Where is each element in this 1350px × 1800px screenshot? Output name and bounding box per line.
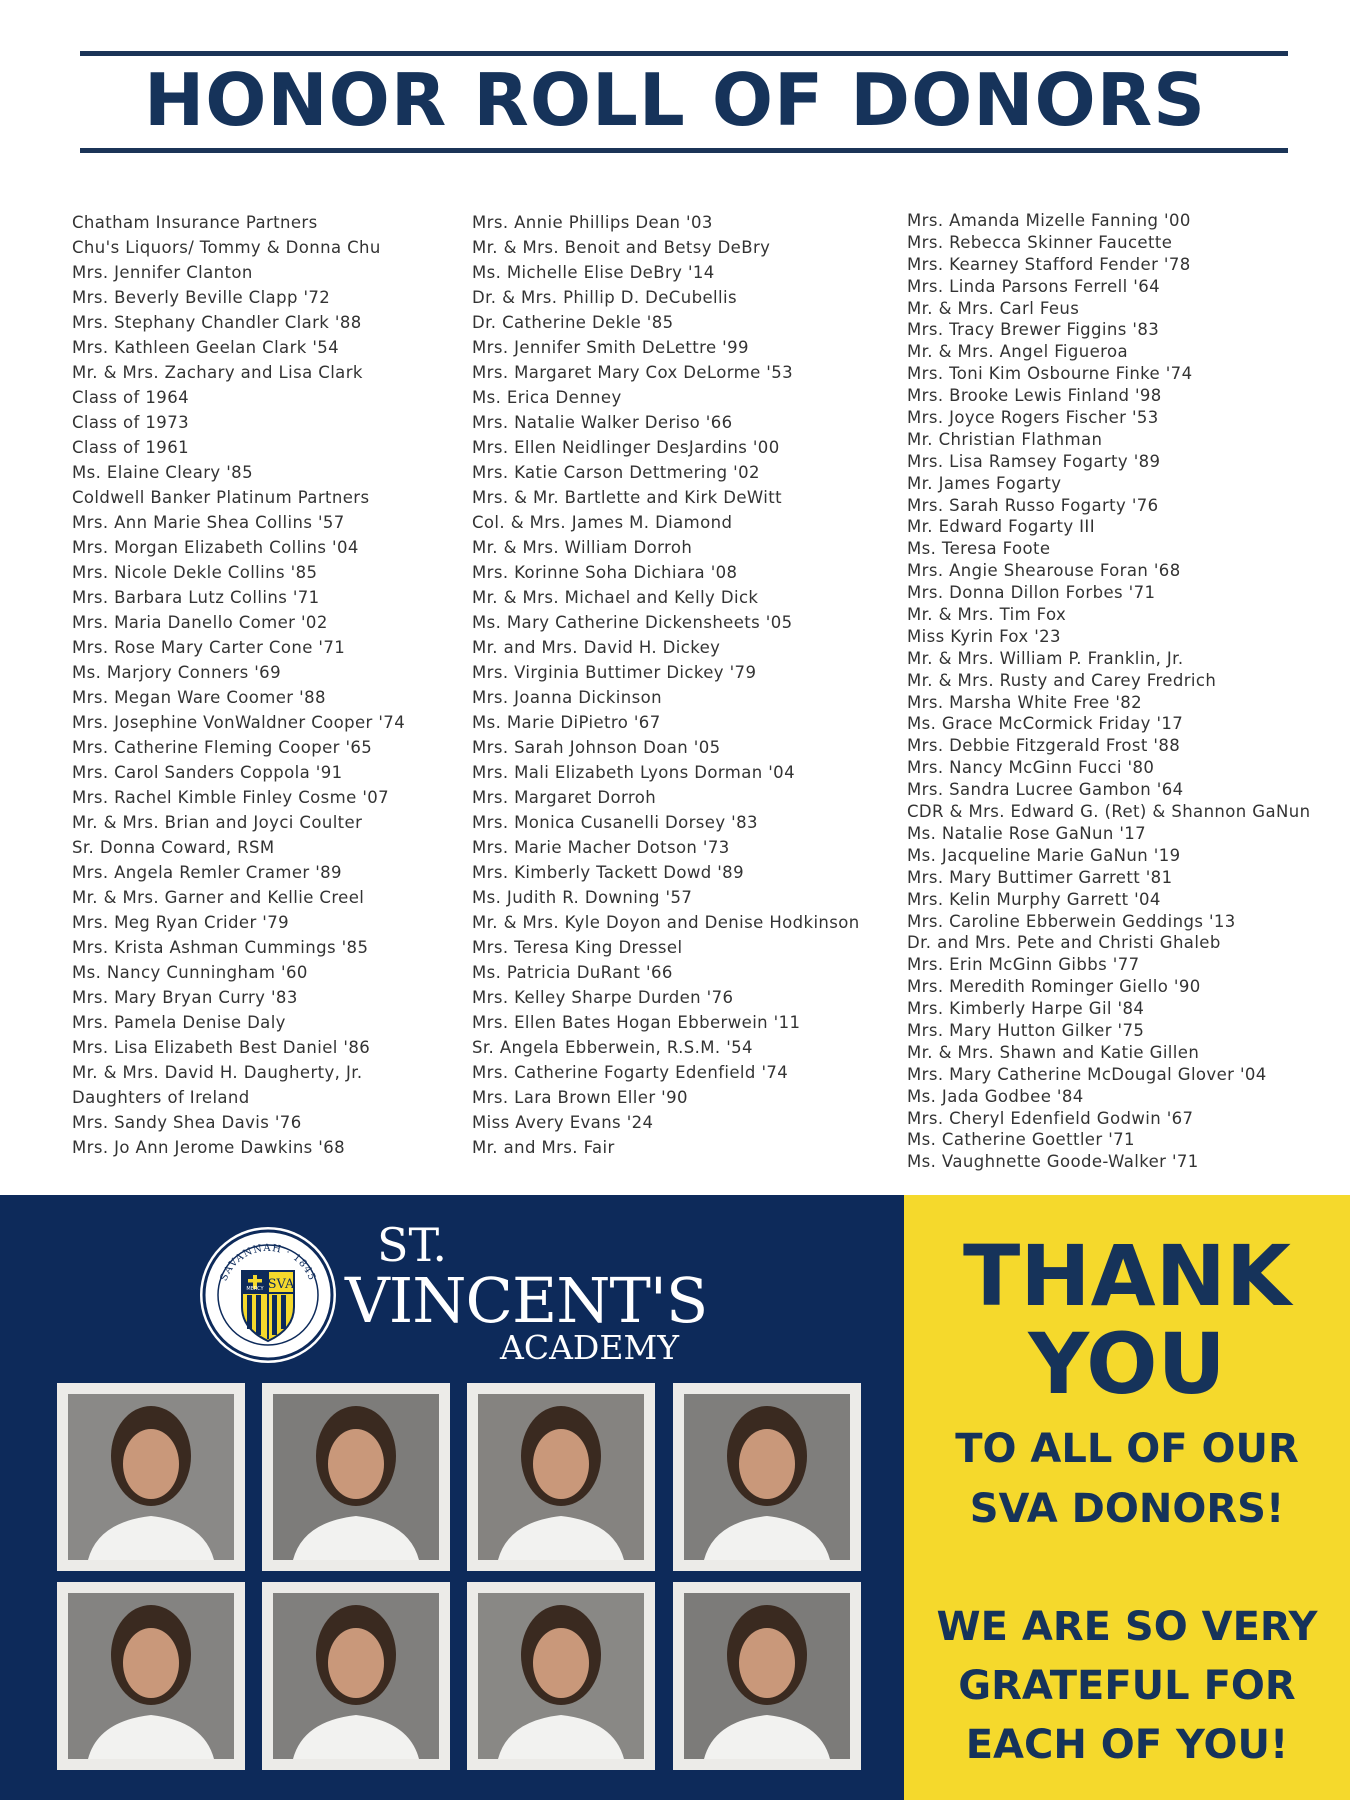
- donor-name: Ms. Teresa Foote: [907, 539, 1051, 559]
- donor-name: Mrs. Meredith Rominger Giello '90: [907, 977, 1201, 997]
- donor-name: Mr. & Mrs. Brian and Joyci Coulter: [72, 813, 363, 832]
- portrait-silhouette-icon: [273, 1394, 439, 1560]
- donor-name: Mrs. Donna Dillon Forbes '71: [907, 583, 1156, 603]
- donor-name: Mrs. Nicole Dekle Collins '85: [72, 563, 318, 582]
- school-name-line3: ACADEMY: [500, 1328, 680, 1367]
- donor-name: Mrs. Cheryl Edenfield Godwin '67: [907, 1108, 1194, 1128]
- donor-name: Mrs. Monica Cusanelli Dorsey '83: [472, 813, 758, 832]
- donor-name: Mr. James Fogarty: [907, 473, 1062, 493]
- donor-name: Mr. & Mrs. Shawn and Katie Gillen: [907, 1042, 1200, 1062]
- donor-name: Mrs. Ann Marie Shea Collins '57: [72, 513, 345, 532]
- donor-name: Ms. Erica Denney: [472, 388, 622, 407]
- portrait-silhouette-icon: [684, 1593, 850, 1759]
- donor-name: Mr. & Mrs. Zachary and Lisa Clark: [72, 363, 363, 382]
- title-rule-top: [80, 51, 1288, 56]
- thank-you-line-4: SVA DONORS!: [969, 1486, 1285, 1532]
- thank-you-line-3: TO ALL OF OUR: [955, 1426, 1299, 1472]
- donor-name: Mrs. Ellen Bates Hogan Ebberwein '11: [472, 1013, 801, 1032]
- donor-name: Class of 1964: [72, 388, 189, 407]
- thank-you-line-2: YOU: [1028, 1315, 1226, 1413]
- donor-name: Mr. & Mrs. Angel Figueroa: [907, 342, 1128, 362]
- donor-name: Mr. Edward Fogarty III: [907, 517, 1095, 537]
- student-photo: [673, 1582, 861, 1770]
- portrait-silhouette-icon: [684, 1394, 850, 1560]
- donor-name: Mrs. Megan Ware Coomer '88: [72, 688, 326, 707]
- donor-name: Mr. & Mrs. Kyle Doyon and Denise Hodkinson: [472, 913, 860, 932]
- thank-you-line-6: GRATEFUL FOR: [958, 1663, 1296, 1709]
- donor-name: Ms. Marjory Conners '69: [72, 663, 281, 682]
- donor-name: Mrs. Rachel Kimble Finley Cosme '07: [72, 788, 390, 807]
- student-photo: [467, 1582, 655, 1770]
- donor-name: Mr. and Mrs. David H. Dickey: [472, 638, 721, 657]
- donor-name: Sr. Angela Ebberwein, R.S.M. '54: [472, 1038, 753, 1057]
- donor-name: Daughters of Ireland: [72, 1088, 250, 1107]
- donor-name: Mrs. Jo Ann Jerome Dawkins '68: [72, 1138, 346, 1157]
- student-photo: [57, 1383, 245, 1571]
- donor-name: Miss Avery Evans '24: [472, 1113, 654, 1132]
- portrait-silhouette-icon: [478, 1394, 644, 1560]
- donor-name: Mr. & Mrs. William P. Franklin, Jr.: [907, 648, 1184, 668]
- donor-name: Mrs. Erin McGinn Gibbs '77: [907, 955, 1140, 975]
- seal-mercy-text: MERCY: [246, 1286, 264, 1292]
- thank-you-line-1: THANK: [962, 1227, 1291, 1325]
- donor-name: Mrs. Marsha White Free '82: [907, 692, 1143, 712]
- donor-name: Mrs. Angela Remler Cramer '89: [72, 863, 342, 882]
- donor-name: Mr. & Mrs. Michael and Kelly Dick: [472, 588, 759, 607]
- donor-name: Mrs. Catherine Fogarty Edenfield '74: [472, 1063, 789, 1082]
- donor-name: Mrs. Josephine VonWaldner Cooper '74: [72, 713, 406, 732]
- donor-name: Mrs. Caroline Ebberwein Geddings '13: [907, 911, 1236, 931]
- donor-name: Mrs. Ellen Neidlinger DesJardins '00: [472, 438, 780, 457]
- donor-name: Mrs. Maria Danello Comer '02: [72, 613, 328, 632]
- donor-name: Mrs. Linda Parsons Ferrell '64: [907, 276, 1161, 296]
- student-photo: [673, 1383, 861, 1571]
- portrait-silhouette-icon: [68, 1394, 234, 1560]
- donor-name: Mrs. Lara Brown Eller '90: [472, 1088, 688, 1107]
- donor-name: Chu's Liquors/ Tommy & Donna Chu: [72, 238, 381, 257]
- donor-name: Mr. & Mrs. Carl Feus: [907, 298, 1080, 318]
- donor-name: Class of 1973: [72, 413, 189, 432]
- seal-arc-text: SAVANNAH · 1845: [218, 1242, 318, 1283]
- donor-name: Mr. & Mrs. Rusty and Carey Fredrich: [907, 670, 1217, 690]
- donor-name: Mrs. Toni Kim Osbourne Finke '74: [907, 364, 1193, 384]
- donor-name: Mrs. Beverly Beville Clapp '72: [72, 288, 331, 307]
- donor-name: Mrs. Joyce Rogers Fischer '53: [907, 408, 1159, 428]
- donor-name: Mrs. Mali Elizabeth Lyons Dorman '04: [472, 763, 795, 782]
- donor-name: Mrs. Jennifer Smith DeLettre '99: [472, 338, 749, 357]
- donor-name: Ms. Nancy Cunningham '60: [72, 963, 308, 982]
- donor-name: Ms. Jacqueline Marie GaNun '19: [907, 845, 1181, 865]
- donor-name: Mrs. Barbara Lutz Collins '71: [72, 588, 320, 607]
- donor-name: Mrs. Sandra Lucree Gambon '64: [907, 780, 1184, 800]
- donor-name: Mrs. Joanna Dickinson: [472, 688, 662, 707]
- donor-name: Mrs. Amanda Mizelle Fanning '00: [907, 211, 1191, 230]
- donor-name: Mrs. Mary Catherine McDougal Glover '04: [907, 1064, 1267, 1084]
- donor-name: Mrs. Kimberly Harpe Gil '84: [907, 999, 1145, 1019]
- school-seal-logo: [200, 1227, 336, 1363]
- donor-name: Ms. Jada Godbee '84: [907, 1086, 1084, 1106]
- thank-you-line-7: EACH OF YOU!: [965, 1722, 1289, 1768]
- donor-name: Mrs. Margaret Dorroh: [472, 788, 657, 807]
- donor-column-2: [472, 210, 860, 1160]
- donor-name: Mrs. Meg Ryan Crider '79: [72, 913, 290, 932]
- donor-name: Mrs. Katie Carson Dettmering '02: [472, 463, 760, 482]
- donor-name: Mrs. Brooke Lewis Finland '98: [907, 386, 1162, 406]
- donor-name: Mrs. & Mr. Bartlette and Kirk DeWitt: [472, 488, 782, 507]
- donor-name: Dr. and Mrs. Pete and Christi Ghaleb: [907, 933, 1221, 953]
- student-photo: [467, 1383, 655, 1571]
- donor-name: Mrs. Marie Macher Dotson '73: [472, 838, 730, 857]
- donor-name: Mrs. Mary Buttimer Garrett '81: [907, 867, 1173, 887]
- donor-name: Mrs. Kelley Sharpe Durden '76: [472, 988, 734, 1007]
- donor-name: Mrs. Kimberly Tackett Dowd '89: [472, 863, 744, 882]
- donor-name: Mrs. Lisa Elizabeth Best Daniel '86: [72, 1038, 371, 1057]
- donor-name: Class of 1961: [72, 438, 189, 457]
- donor-name: Chatham Insurance Partners: [72, 213, 318, 232]
- portrait-silhouette-icon: [478, 1593, 644, 1759]
- donor-name: Ms. Vaughnette Goode-Walker '71: [907, 1152, 1199, 1172]
- donor-name: Ms. Grace McCormick Friday '17: [907, 714, 1184, 734]
- donor-name: Col. & Mrs. James M. Diamond: [472, 513, 733, 532]
- school-name-line2: VINCENT'S: [345, 1264, 708, 1337]
- student-photo: [262, 1582, 450, 1770]
- donor-name: Mr. & Mrs. Garner and Kellie Creel: [72, 888, 365, 907]
- donor-name: Ms. Patricia DuRant '66: [472, 963, 673, 982]
- donor-name: Mrs. Debbie Fitzgerald Frost '88: [907, 736, 1181, 756]
- donor-name: Mrs. Sarah Johnson Doan '05: [472, 738, 721, 757]
- donor-name: Mrs. Catherine Fleming Cooper '65: [72, 738, 373, 757]
- donor-name: Sr. Donna Coward, RSM: [72, 838, 275, 857]
- student-photo: [262, 1383, 450, 1571]
- donor-name: Mr. Christian Flathman: [907, 429, 1103, 449]
- donor-name: Mrs. Kelin Murphy Garrett '04: [907, 889, 1161, 909]
- donor-name: Mrs. Mary Bryan Curry '83: [72, 988, 298, 1007]
- donor-name: Mrs. Mary Hutton Gilker '75: [907, 1020, 1145, 1040]
- donor-name: Dr. Catherine Dekle '85: [472, 313, 674, 332]
- donor-name: Mrs. Krista Ashman Cummings '85: [72, 938, 369, 957]
- donor-name: Mr. & Mrs. Tim Fox: [907, 605, 1067, 625]
- donor-name: Ms. Judith R. Downing '57: [472, 888, 693, 907]
- donor-name: CDR & Mrs. Edward G. (Ret) & Shannon GaNun: [907, 802, 1311, 822]
- page-title: HONOR ROLL OF DONORS: [143, 58, 1207, 142]
- donor-name: Mrs. Pamela Denise Daly: [72, 1013, 286, 1032]
- donor-name: Mrs. Virginia Buttimer Dickey '79: [472, 663, 757, 682]
- thank-you-line-5: WE ARE SO VERY: [936, 1604, 1318, 1650]
- donor-column-1: [72, 210, 405, 1160]
- donor-name: Mr. & Mrs. William Dorroh: [472, 538, 693, 557]
- donor-name: Mrs. Tracy Brewer Figgins '83: [907, 320, 1160, 340]
- portrait-silhouette-icon: [68, 1593, 234, 1759]
- donor-name: Ms. Marie DiPietro '67: [472, 713, 661, 732]
- donor-name: Mrs. Angie Shearouse Foran '68: [907, 561, 1181, 581]
- donor-name: Ms. Elaine Cleary '85: [72, 463, 253, 482]
- donor-name: Mr. & Mrs. Benoit and Betsy DeBry: [472, 238, 771, 257]
- donor-name: Mrs. Rebecca Skinner Faucette: [907, 232, 1173, 252]
- donor-name: Miss Kyrin Fox '23: [907, 626, 1061, 646]
- donor-name: Mrs. Rose Mary Carter Cone '71: [72, 638, 346, 657]
- donor-name: Mrs. Morgan Elizabeth Collins '04: [72, 538, 359, 557]
- donor-name: Mrs. Carol Sanders Coppola '91: [72, 763, 343, 782]
- student-photo: [57, 1582, 245, 1770]
- donor-name: Mrs. Natalie Walker Deriso '66: [472, 413, 733, 432]
- donor-name: Mrs. Lisa Ramsey Fogarty '89: [907, 451, 1161, 471]
- donor-name: Dr. & Mrs. Phillip D. DeCubellis: [472, 288, 737, 307]
- donor-name: Mr. & Mrs. David H. Daugherty, Jr.: [72, 1063, 363, 1082]
- portrait-silhouette-icon: [273, 1593, 439, 1759]
- donor-name: Mr. and Mrs. Fair: [472, 1138, 615, 1157]
- donor-name: Mrs. Korinne Soha Dichiara '08: [472, 563, 738, 582]
- donor-name: Mrs. Sarah Russo Fogarty '76: [907, 495, 1159, 515]
- donor-name: Mrs. Kathleen Geelan Clark '54: [72, 338, 340, 357]
- school-name-line1: ST.: [377, 1218, 448, 1272]
- donor-name: Mrs. Stephany Chandler Clark '88: [72, 313, 362, 332]
- donor-name: Mrs. Annie Phillips Dean '03: [472, 213, 713, 232]
- donor-name: Ms. Natalie Rose GaNun '17: [907, 823, 1147, 843]
- donor-name: Mrs. Margaret Mary Cox DeLorme '53: [472, 363, 794, 382]
- donor-column-3: [907, 210, 1310, 1173]
- donor-name: Mrs. Kearney Stafford Fender '78: [907, 254, 1191, 274]
- donor-name: Ms. Catherine Goettler '71: [907, 1130, 1135, 1150]
- donor-name: Mrs. Nancy McGinn Fucci '80: [907, 758, 1155, 778]
- title-rule-bottom: [80, 148, 1288, 153]
- donor-name: Ms. Michelle Elise DeBry '14: [472, 263, 715, 282]
- donor-name: Ms. Mary Catherine Dickensheets '05: [472, 613, 793, 632]
- donor-name: Mrs. Teresa King Dressel: [472, 938, 683, 957]
- donor-name: Mrs. Sandy Shea Davis '76: [72, 1113, 302, 1132]
- seal-monogram: SVA: [267, 1277, 295, 1292]
- donor-name: Coldwell Banker Platinum Partners: [72, 488, 370, 507]
- donor-name: Mrs. Jennifer Clanton: [72, 263, 253, 282]
